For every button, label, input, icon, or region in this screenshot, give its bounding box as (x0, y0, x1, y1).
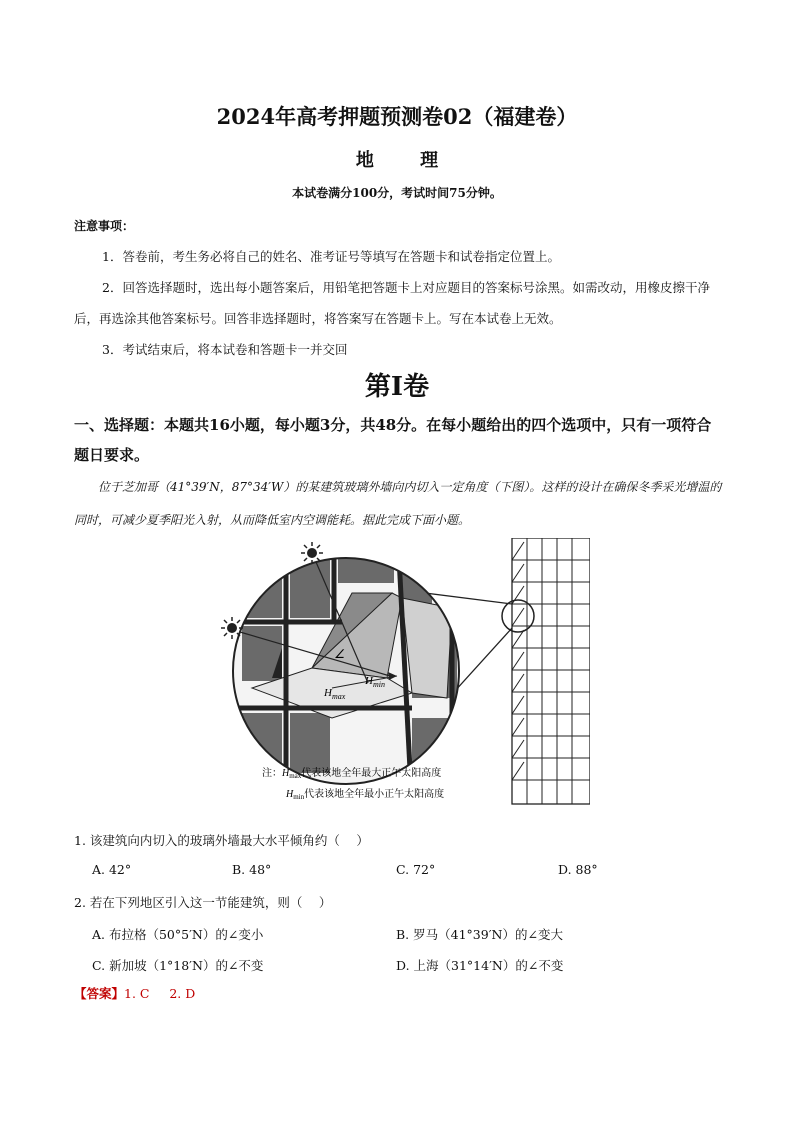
option-a: A. 42° (92, 862, 132, 877)
option-c: C. 72° (396, 862, 436, 877)
question-stem: 1. 该建筑向内切入的玻璃外墙最大水平倾角约（ ） (74, 833, 369, 848)
question-intro: 位于芝加哥（41°39′N，87°34′W）的某建筑玻璃外墙向内切入一定角度（下图）。这样的设计在确保冬季采光增温的同时，可减少夏季阳光入射，从而降低室内空调能耗。据此完成下面小题。 (74, 480, 722, 527)
section-instruction: 一、选择题：本题共16小题，每小题3分，共48分。在每小题给出的四个选项中，只有一项符合题日要求。 (74, 416, 712, 464)
building-diagram (212, 538, 590, 808)
answer-q1: 1. C (124, 986, 150, 1001)
figure-note-1: 注：$H_{max}$代表该地全年最大正午太阳高度 (262, 768, 442, 780)
answer-line (74, 984, 195, 1002)
sun-icon (221, 617, 243, 639)
volume-title: 第Ⅰ卷 (364, 372, 430, 402)
angle-label: ∠ (334, 647, 345, 661)
notice-item: 3．考试结束后，将本试卷和答题卡一并交回 (102, 342, 348, 357)
option-d: D. 上海（31°14′N）的∠不变 (396, 958, 564, 973)
answer-tag: 【答案】 (74, 986, 125, 1001)
building-figure (212, 538, 590, 808)
option-a: A. 布拉格（50°5′N）的∠变小 (92, 927, 264, 942)
notice-item: 2．回答选择题时，选出每小题答案后，用铅笔把答题卡上对应题目的答案标号涂黑。如需改动，用橡皮擦干净后，再选涂其他答案标号。回答非选择题时，将答案写在答题卡上。写在本试卷上无效。 (74, 280, 710, 326)
option-b: B. 罗马（41°39′N）的∠变大 (396, 927, 563, 942)
option-b: B. 48° (232, 862, 272, 877)
tower (512, 538, 590, 804)
option-c: C. 新加坡（1°18′N）的∠不变 (92, 958, 264, 973)
exam-meta: 本试卷满分100分，考试时间75分钟。 (292, 186, 502, 200)
option-d: D. 88° (558, 862, 598, 877)
sun-icon (301, 542, 323, 564)
question-stem: 2. 若在下列地区引入这一节能建筑，则（ ） (74, 895, 332, 910)
answer-q2: 2. D (169, 986, 196, 1001)
notice-heading: 注意事项： (74, 219, 135, 233)
notice-item: 1．答卷前，考生务必将自己的姓名、准考证号等填写在答题卡和试卷指定位置上。 (102, 249, 560, 264)
page-title: 2024年高考押题预测卷02（福建卷） (216, 104, 578, 129)
subject-heading: 地 理 (355, 150, 459, 171)
hmax-label: $H_{max}$ (324, 687, 346, 701)
figure-note-2: $H_{min}$代表该地全年最小正午太阳高度 (286, 789, 445, 801)
hmin-label: $H_{min}$ (365, 675, 385, 689)
notice-list (74, 241, 724, 365)
